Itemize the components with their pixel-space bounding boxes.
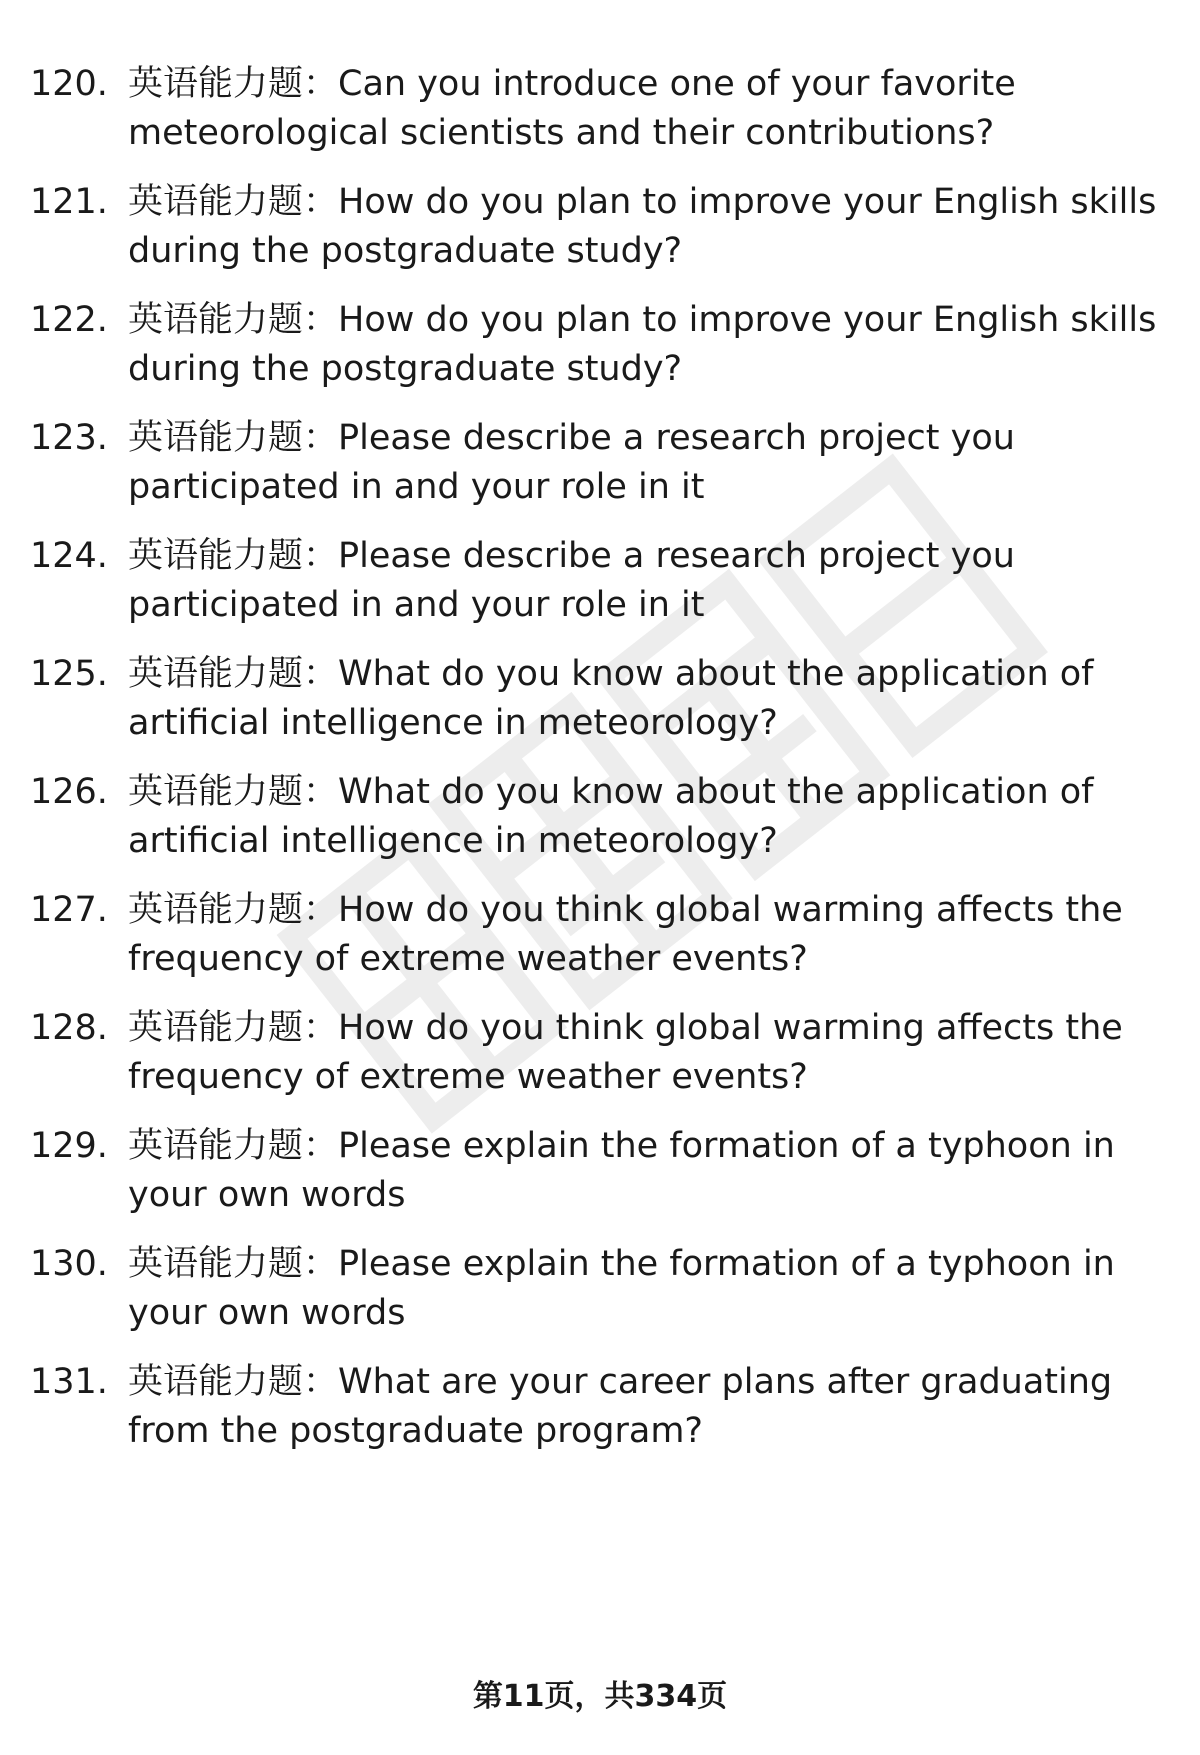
question-item	[0, 532, 1200, 642]
question-item	[0, 886, 1200, 996]
question-number: 122.	[30, 300, 108, 340]
question-item	[0, 414, 1200, 524]
question-number: 125.	[30, 654, 108, 694]
question-number: 127.	[30, 890, 108, 930]
question-number: 120.	[30, 64, 108, 104]
question-item	[0, 178, 1200, 288]
question-text: 英语能力题：How do you plan to improve your English skills during the postgraduate study?	[128, 300, 1157, 389]
question-item	[0, 650, 1200, 760]
question-item	[0, 768, 1200, 878]
question-text: 英语能力题：Please describe a research project you participated in and your role in it	[128, 418, 1015, 507]
question-number: 130.	[30, 1244, 108, 1284]
question-number: 129.	[30, 1126, 108, 1166]
question-text: 英语能力题：What are your career plans after graduating from the postgraduate program?	[128, 1362, 1113, 1451]
question-number: 124.	[30, 536, 108, 576]
question-text: 英语能力题：Please explain the formation of a typhoon in your own words	[128, 1126, 1115, 1215]
question-text: 英语能力题：What do you know about the application of artificial intelligence in meteorology?	[128, 772, 1094, 861]
question-item	[0, 1240, 1200, 1350]
question-item	[0, 1358, 1200, 1468]
question-text: 英语能力题：Please describe a research project you participated in and your role in it	[128, 536, 1015, 625]
question-text: 英语能力题：Can you introduce one of your favorite meteorological scientists and their contributions?	[128, 64, 1016, 153]
question-number: 128.	[30, 1008, 108, 1048]
question-item	[0, 296, 1200, 406]
page-footer: 第11页，共334页	[472, 1679, 728, 1714]
question-text: 英语能力题：How do you think global warming affects the frequency of extreme weather events?	[128, 1008, 1123, 1097]
question-number: 123.	[30, 418, 108, 458]
question-number: 126.	[30, 772, 108, 812]
question-text: 英语能力题：What do you know about the application of artificial intelligence in meteorology?	[128, 654, 1094, 743]
question-item	[0, 1122, 1200, 1232]
question-text: 英语能力题：Please explain the formation of a typhoon in your own words	[128, 1244, 1115, 1333]
question-text: 英语能力题：How do you plan to improve your English skills during the postgraduate study?	[128, 182, 1157, 271]
question-item	[0, 1004, 1200, 1114]
question-number: 121.	[30, 182, 108, 222]
question-item	[0, 60, 1200, 170]
question-text: 英语能力题：How do you think global warming affects the frequency of extreme weather events?	[128, 890, 1123, 979]
question-number: 131.	[30, 1362, 108, 1402]
